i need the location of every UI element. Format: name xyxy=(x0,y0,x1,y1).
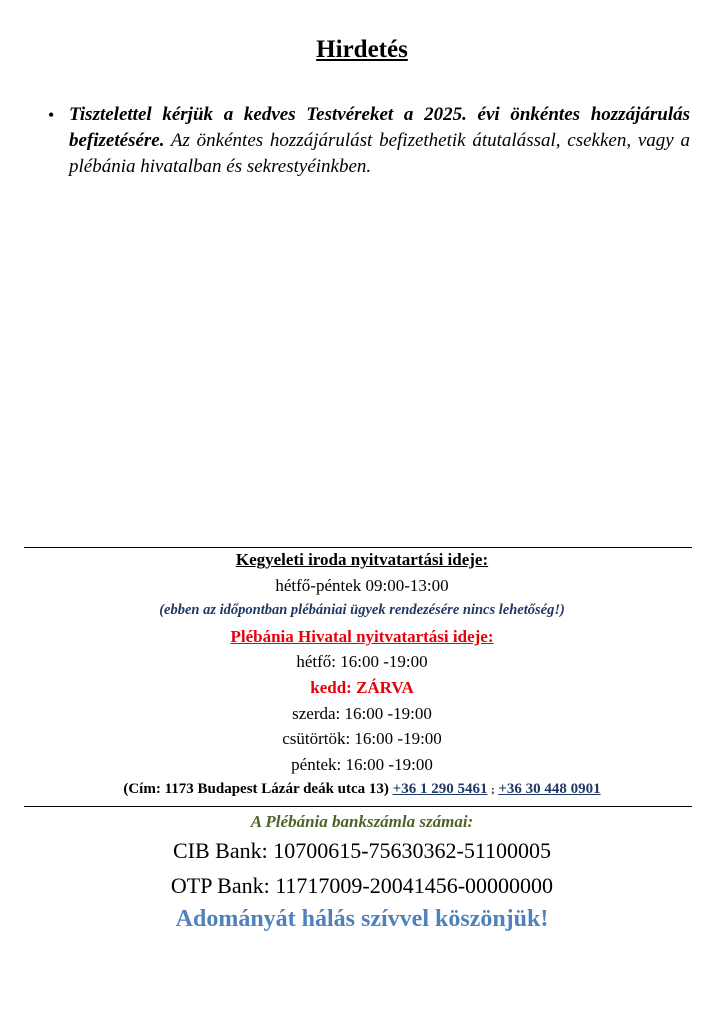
announcement-rest-text: Az önkéntes hozzájárulást befizethetik átutalással, csekken, vagy a plébánia hivatalban és sekrestyéinkben. xyxy=(69,130,690,177)
address-text: (Cím: 1173 Budapest Lázár deák utca 13) xyxy=(123,781,389,798)
parish-hours-friday: péntek: 16:00 -19:00 xyxy=(291,754,433,774)
phone-separator: ; xyxy=(491,785,495,797)
phone-link-1[interactable]: +36 1 290 5461 xyxy=(392,781,488,798)
parish-hours-wednesday: szerda: 16:00 -19:00 xyxy=(292,703,432,723)
page-title: Hirdetés xyxy=(316,36,408,63)
parish-hours-heading: Plébánia Hivatal nyitvatartási ideje: xyxy=(230,626,494,646)
parish-hours-thursday: csütörtök: 16:00 -19:00 xyxy=(282,729,442,749)
contact-line xyxy=(0,777,724,804)
bullet-icon: • xyxy=(48,105,55,125)
announcement-bold-text: Tisztelettel kérjük a kedves Testvéreket a 2025. évi önkéntes hozzájárulás befizetésére. xyxy=(69,104,690,151)
phone-link-2[interactable]: +36 30 448 0901 xyxy=(498,781,601,798)
office-hours-heading: Kegyeleti iroda nyitvatartási ideje: xyxy=(235,550,489,569)
cib-bank-account: CIB Bank: 10700615-75630362-51100005 xyxy=(172,838,552,863)
bank-accounts-heading: A Plébánia bankszámla számai: xyxy=(250,812,474,831)
office-hours-text: hétfő-péntek 09:00-13:00 xyxy=(275,575,449,595)
divider-bottom xyxy=(24,806,692,807)
parish-hours-monday: hétfő: 16:00 -19:00 xyxy=(296,652,428,672)
thanks-message: Adományát hálás szívvel köszönjük! xyxy=(175,906,549,932)
opening-hours-section xyxy=(0,547,724,804)
office-hours-note: (ebben az időpontban plébániai ügyek rendezésére nincs lehetőség!) xyxy=(159,602,565,619)
announcement-text xyxy=(69,102,690,180)
announcement-item xyxy=(48,102,690,180)
otp-bank-account: OTP Bank: 11717009-20041456-00000000 xyxy=(170,873,554,898)
parish-hours-tuesday: kedd: ZÁRVA xyxy=(310,677,414,697)
